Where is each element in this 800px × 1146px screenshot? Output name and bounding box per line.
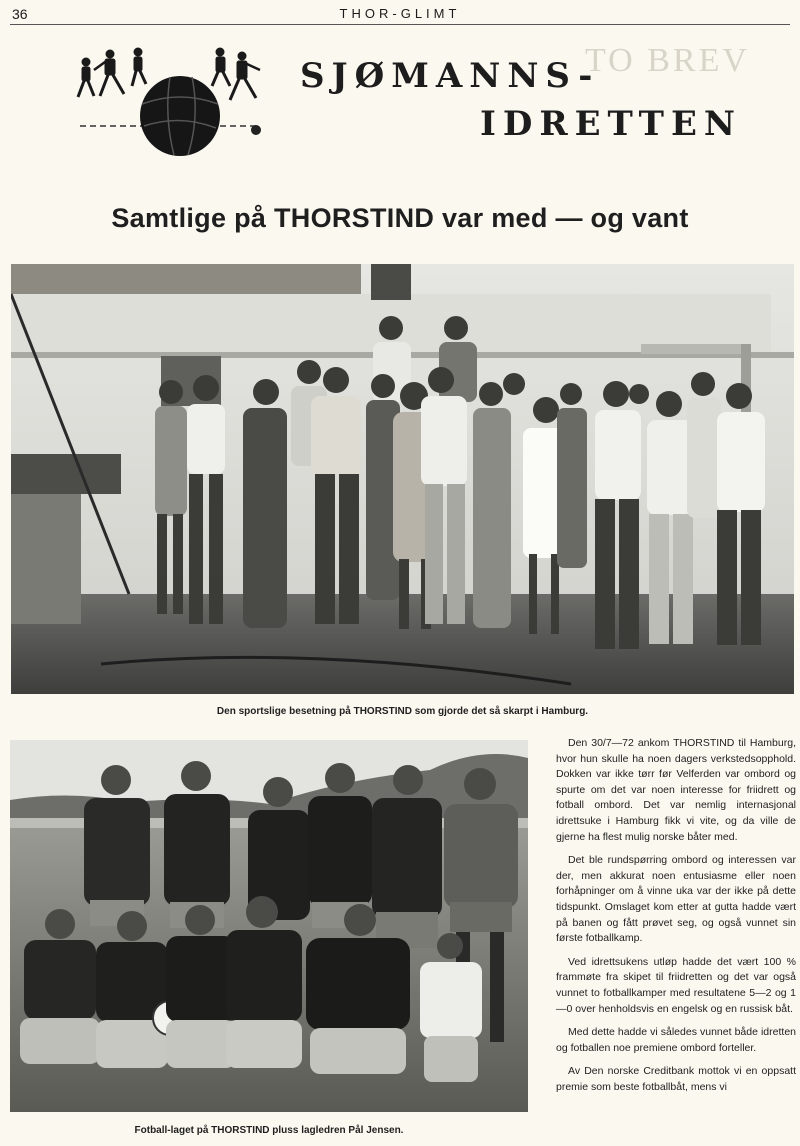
article-headline: Samtlige på THORSTIND var med — og vant — [111, 203, 689, 233]
article-paragraph: Med dette hadde vi således vunnet både idretten og fotballen noe premiene ombord forteller. — [556, 1026, 796, 1054]
article-paragraph: Det ble rundspørring ombord og interessen var der, men akkurat noen entusiasme eller noen forhåpninger om å vinne uka var der ikke på dette tidspunkt. Omslaget kom etter at gutta hadde vært på banen og fått prøvet seg, og også vunnet sin første fotballkamp. — [556, 854, 796, 945]
team-photo — [10, 740, 528, 1112]
article-paragraph: Den 30/7—72 ankom THORSTIND til Hamburg, hvor hun skulle ha noen dagers verkstedsopphold. Dokken var ikke tørr før Velferden var ombord og spurte om det var noen interesse for friidrett og fotball ombord. Det var nemlig internasjonal idrettsuke i Hamburg fikk vi vite, og da ville de gjerne ha flest mulig norske båter med. — [556, 737, 796, 843]
section-title-line2: IDRETTEN — [480, 104, 742, 144]
section-title-line1: SJØMANNS- — [300, 56, 600, 96]
article-paragraph: Ved idrettsukens utløp hadde det vært 100 % frammøte fra skipet til friidretten og det var også vunnet to fotballkamper med resultatene 5—2 og 1—0 over henholdsvis en engelsk og en russisk båt. — [556, 955, 796, 1015]
crew-photo — [11, 264, 794, 694]
crew-photo-caption: Den sportslige besetning på THORSTIND som gjorde det så skarpt i Hamburg. — [216, 706, 589, 717]
article-paragraph: Av Den norske Creditbank mottok vi en oppsatt premie som beste fotballbåt, mens vi — [556, 1065, 796, 1093]
football-players-logo-icon — [70, 42, 270, 162]
page-number: 36 — [12, 6, 28, 22]
header-rule — [10, 24, 790, 25]
magazine-title: THOR-GLIMT — [339, 6, 461, 21]
article-body — [556, 736, 796, 1103]
ghost-heading: TO BREV — [585, 42, 750, 79]
team-photo-caption: Fotball-laget på THORSTIND pluss lagledren Pål Jensen. — [134, 1125, 404, 1136]
